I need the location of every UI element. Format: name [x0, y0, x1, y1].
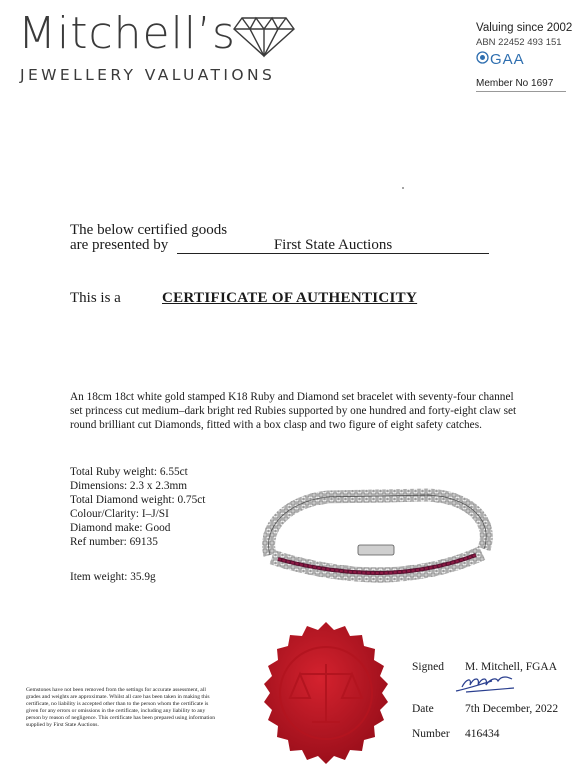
number-label: Number	[412, 728, 450, 740]
red-seal	[250, 618, 402, 776]
spec-ruby-weight: Total Ruby weight: 6.55ct	[70, 466, 188, 478]
abn-number: ABN 22452 493 151	[476, 37, 562, 48]
signed-label: Signed	[412, 661, 444, 673]
brand-subtitle: JEWELLERY VALUATIONS	[20, 66, 276, 84]
diamond-logo-icon	[232, 14, 296, 58]
spec-diamond-make: Diamond make: Good	[70, 522, 171, 534]
certificate-number: 416434	[465, 728, 500, 740]
gaa-emblem-icon	[476, 51, 489, 64]
divider	[476, 91, 566, 92]
member-number: Member No 1697	[476, 78, 554, 89]
intro-line-2: are presented by	[70, 237, 169, 253]
handwritten-signature	[452, 673, 522, 695]
date-label: Date	[412, 703, 434, 715]
speck	[402, 187, 404, 189]
spec-colour-clarity: Colour/Clarity: I–J/SI	[70, 508, 169, 520]
bracelet-photo	[258, 487, 498, 587]
valuing-since: Valuing since 2002	[476, 22, 573, 34]
specs-list	[70, 465, 205, 549]
signed-value: M. Mitchell, FGAA	[465, 661, 557, 673]
brand-name: Mitchell’s	[18, 8, 236, 59]
spec-ref-number: Ref number: 69135	[70, 536, 158, 548]
disclaimer-text: Gemstones have not been removed from the settings for accurate assessment, all grades and weights are approximate. Whilst all care has been taken in making this certificate, no liability is accepted other than to the person whom the certificate is given for any errors or omissions in the certificate, including any liability to any person by reason of negligence. This certificate has been prepared using information supplied by First State Auctions.	[26, 687, 216, 728]
item-description: An 18cm 18ct white gold stamped K18 Ruby and Diamond set bracelet with seventy-four channel set princess cut medium–dark bright red Rubies supported by one hundred and forty-eight claw set round brilliant cut Diamonds, fitted with a box clasp and two figure of eight safety catches.	[70, 391, 517, 431]
gaa-logo-text: GAA	[490, 51, 525, 68]
date-value: 7th December, 2022	[465, 703, 559, 715]
certificate-prefix: This is a	[70, 290, 121, 306]
spec-dimensions: Dimensions: 2.3 x 2.3mm	[70, 480, 188, 492]
presenter-name: First State Auctions	[177, 237, 489, 254]
spec-diamond-weight: Total Diamond weight: 0.75ct	[70, 494, 206, 506]
certificate-title: CERTIFICATE OF AUTHENTICITY	[162, 290, 418, 306]
intro-line-1: The below certified goods	[70, 222, 228, 238]
item-weight: Item weight: 35.9g	[70, 571, 156, 583]
